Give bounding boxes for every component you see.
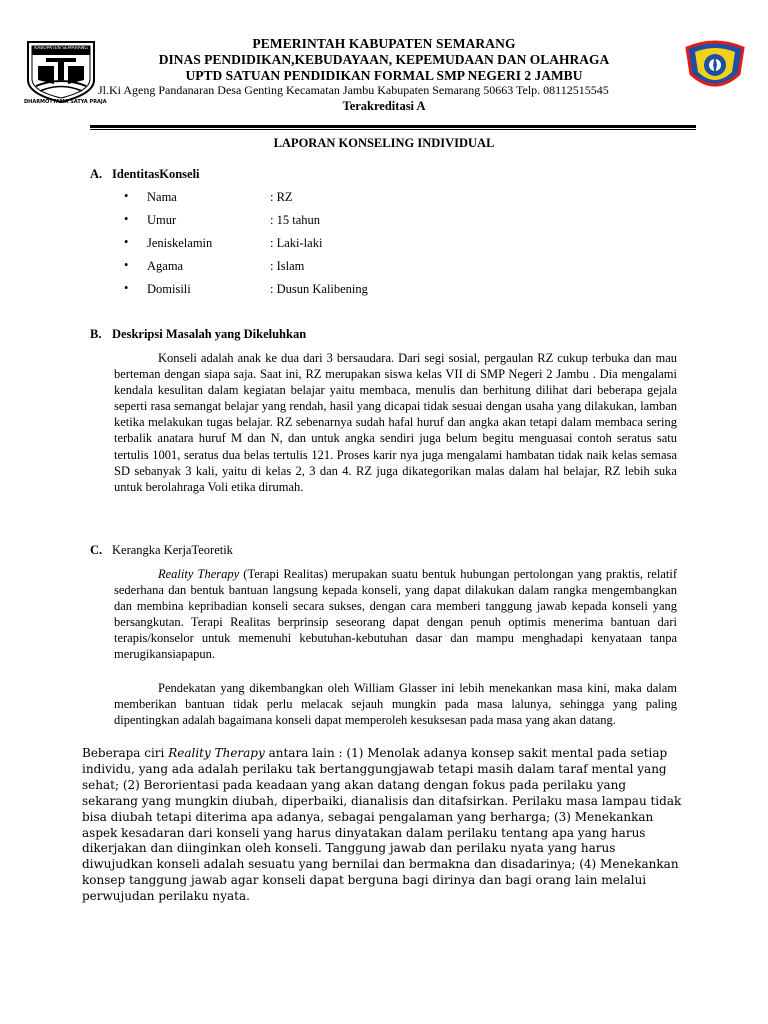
- section-a-letter: A.: [90, 167, 103, 181]
- section-c-letter: C.: [90, 543, 103, 557]
- section-a-title: IdentitasKonseli: [112, 167, 200, 181]
- header-rule-thin: [90, 129, 696, 130]
- section-b-letter: B.: [90, 327, 102, 341]
- reality-therapy-term: Reality Therapy: [168, 746, 265, 760]
- header-address: Jl.Ki Ageng Pandanaran Desa Genting Kecamatan Jambu Kabupaten Semarang 50663 Telp. 08112515545: [98, 83, 609, 97]
- section-c-paragraph-2: [114, 680, 677, 728]
- identity-value: : Dusun Kalibening: [270, 282, 368, 296]
- section-c-title: Kerangka KerjaTeoretik: [112, 543, 233, 557]
- section-c-paragraph-3-text: antara lain : (1) Menolak adanya konsep sakit mental pada setiap individu, yang ada adalah perilaku tak bertanggungjawab tetapi masih dalam taraf mental yang sehat; (2) Berorientasi pada keadaan yang akan datang dengan fokus pada perilaku yang sekarang yang mungkin diubah, diperbaiki, dianalisis dan ditafsirkan. Perilaku masa lampau tidak bisa diubah tetapi diterima apa adanya, sebagai pengalaman yang berharga; (3) Menekankan aspek kesadaran dari konseli yang harus dinyatakan dalam perilaku tentang apa yang harus dikerjakan dan diinginkan oleh konseli. Tanggung jawab dan perilaku nyata yang harus diwujudkan konseli adalah sesuatu yang bernilai dan bermakna dan disadarinya; (4) Menekankan konsep tanggung jawab agar konseli dapat berguna bagi dirinya dan bagi orang lain melalui perwujudan perilaku nyata.: [82, 746, 682, 904]
- identity-value: : RZ: [270, 190, 293, 204]
- section-c-paragraph-2-text: Pendekatan yang dikembangkan oleh William Glasser ini lebih menekankan masa kini, maka dalam memberikan bantuan tidak perlu melacak sejauh mungkin pada masa lalunya, sehingga yang paling dipentingkan adalah bagaimana konseli dapat memperoleh kesuksesan pada masa yang akan datang.: [114, 681, 677, 728]
- report-title: LAPORAN KONSELING INDIVIDUAL: [273, 136, 495, 150]
- identity-label: Umur: [147, 213, 177, 227]
- header-line-1: PEMERINTAH KABUPATEN SEMARANG: [252, 36, 516, 51]
- header-rule-thick: [90, 125, 696, 128]
- bullet-icon: •: [124, 235, 129, 249]
- header-line-2: DINAS PENDIDIKAN,KEBUDAYAAN, KEPEMUDAAN DAN OLAHRAGA: [158, 52, 610, 67]
- section-c-paragraph-3-start: Beberapa ciri: [82, 746, 169, 760]
- bullet-icon: •: [124, 281, 129, 295]
- section-b-paragraph: [114, 350, 677, 495]
- reality-therapy-term: Reality Therapy: [158, 567, 240, 581]
- identity-value: : Laki-laki: [270, 236, 323, 250]
- identity-label: Agama: [147, 259, 184, 273]
- bullet-icon: •: [124, 189, 129, 203]
- section-c-paragraph-1-text: (Terapi Realitas) merupakan suatu bentuk hubungan pertolongan yang praktis, relatif sederhana dan bentuk bantuan langsung kepada konseli, yang dapat dilakukan dalam rangka mengembangkan dan membina kepribadian konseli secara sukses, dengan cara memberi tanggung jawab kepada konseli yang bersangkutan. Terapi Realitas berprinsip seseorang dapat dengan penuh optimis menerima bantuan dari terapis/konselor untuk memenuhi kebutuhan-kebutuhan dasar dan mampu menghadapi kenyataan tanpa merugikansiapapun.: [114, 567, 677, 662]
- logo-left-top-text: KABUPATEN SEMARANG: [34, 46, 88, 51]
- section-b-text: Konseli adalah anak ke dua dari 3 bersaudara. Dari segi sosial, pergaulan RZ cukup terbuka dan mau berteman dengan siapa saja. Saat ini, RZ merupakan siswa kelas VII di SMP Negeri 2 Jambu . Dia mengalami kendala kesulitan dalam kegiatan belajar yaitu membaca, menulis dan berhitung dilihat dari beberapa gejala seperti rasa semangat belajar yang rendah, hasil yang dicapai tidak sesuai dengan usaha yang dilakukan, lamban ketika melakukan tugas belajar. RZ sebenarnya sudah hafal huruf dan angka akan tetapi dalam membaca sering terbalik anatara huruf M dan N, dan untuk angka sendiri juga belum begitu menguasai contoh seratus satu tertulis 1001, seratus dua belas tertulis 121. Proses karir nya juga mengalami hambatan tidak naik kelas semasa SD sebanyak 3 kali, yaitu di kelas 2, 3 dan 4. RZ juga dikategorikan malas dalam hal belajar, RZ lebih suka untuk berolahraga Voli etika dirumah.: [114, 351, 677, 494]
- bullet-icon: •: [124, 258, 129, 272]
- section-b-title: Deskripsi Masalah yang Dikeluhkan: [112, 327, 307, 341]
- section-b-heading: [90, 327, 306, 342]
- accreditation: Terakreditasi A: [342, 99, 426, 113]
- identity-label: Nama: [147, 190, 177, 204]
- logo-left-motto: DHARMOTTAMA SATYA PRAJA: [24, 99, 107, 105]
- identity-value: : 15 tahun: [270, 213, 320, 227]
- section-c-paragraph-3: [82, 746, 682, 905]
- identity-value: : Islam: [270, 259, 305, 273]
- identity-label: Domisili: [147, 282, 191, 296]
- header-line-3: UPTD SATUAN PENDIDIKAN FORMAL SMP NEGERI 2 JAMBU: [185, 68, 583, 83]
- section-c-paragraph-1: [114, 566, 677, 663]
- identity-label: Jeniskelamin: [147, 236, 213, 250]
- section-a-heading: [90, 167, 200, 182]
- section-c-heading: [90, 543, 233, 558]
- bullet-icon: •: [124, 212, 129, 226]
